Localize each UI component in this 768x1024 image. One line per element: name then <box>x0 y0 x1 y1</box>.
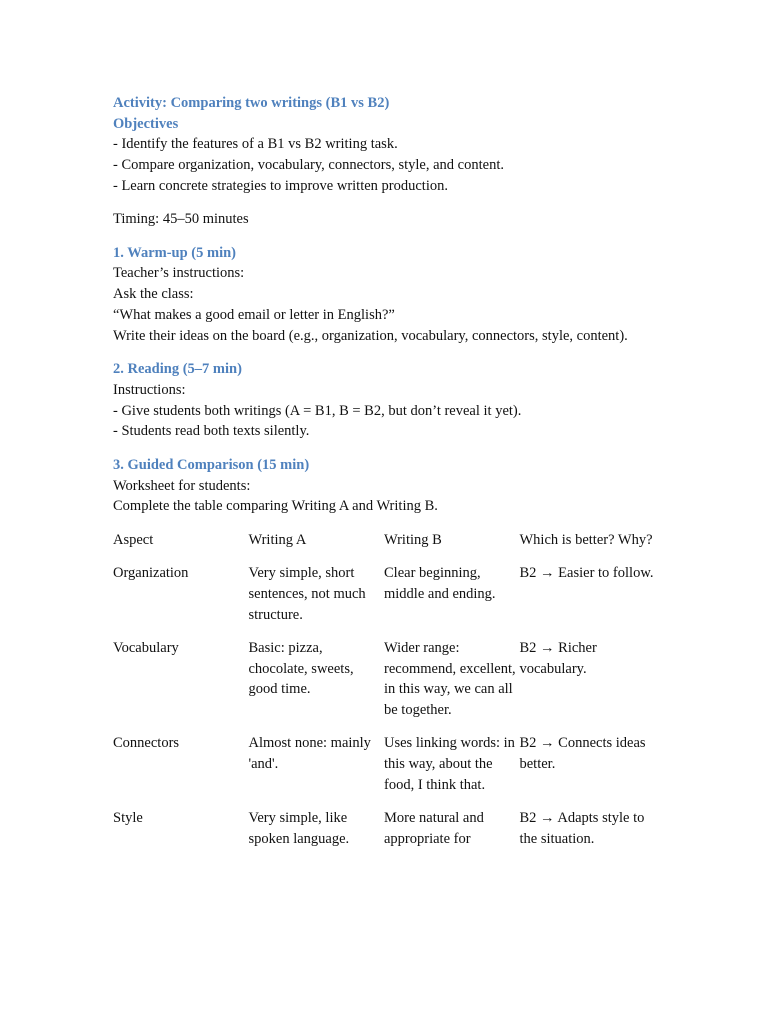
objective-item: - Compare organization, vocabulary, connectors, style, and content. <box>113 157 504 174</box>
objective-item: - Identify the features of a B1 vs B2 writing task. <box>113 136 398 153</box>
section-heading-warmup: 1. Warm-up (5 min) <box>113 244 236 261</box>
table-cell: B2 → Richer vocabulary. <box>519 639 597 677</box>
table-row <box>113 638 655 733</box>
table-cell: B2 → Easier to follow. <box>519 565 654 582</box>
table-header-row <box>113 530 655 563</box>
table-row <box>113 733 655 808</box>
document-body <box>113 93 733 862</box>
activity-title: Activity: Comparing two writings (B1 vs B2) <box>113 95 390 111</box>
section-heading-comparison: 3. Guided Comparison (15 min) <box>113 457 310 474</box>
table-cell: Vocabulary <box>113 639 179 656</box>
table-header-cell: Writing B <box>384 532 442 549</box>
objectives-heading: Objectives <box>113 115 179 132</box>
objective-item: - Learn concrete strategies to improve written production. <box>113 177 448 194</box>
section-line: Teacher’s instructions: <box>113 265 245 282</box>
section-line: Worksheet for students: <box>113 477 251 494</box>
table-row <box>113 563 655 638</box>
table-cell: Connectors <box>113 735 180 752</box>
table-cell: Very simple, like spoken language. <box>248 809 350 847</box>
section-heading-reading: 2. Reading (5–7 min) <box>113 361 242 378</box>
table-cell: Clear beginning, middle and ending. <box>384 565 496 603</box>
table-cell: Uses linking words: in this way, about the food, I think that. <box>384 735 515 793</box>
timing-text: Timing: 45–50 minutes <box>113 211 249 228</box>
table-header-cell: Which is better? Why? <box>519 532 653 549</box>
comparison-table <box>113 530 655 862</box>
section-line: - Students read both texts silently. <box>113 423 310 440</box>
table-cell: Organization <box>113 565 189 582</box>
table-cell: Basic: pizza, chocolate, sweets, good time. <box>248 639 354 698</box>
table-cell: Almost none: mainly 'and'. <box>248 735 371 772</box>
table-cell: Style <box>113 809 143 826</box>
section-line: Complete the table comparing Writing A and Writing B. <box>113 498 438 515</box>
table-cell: Wider range: recommend, excellent, in this way, we can all be together. <box>384 639 516 719</box>
section-line: Write their ideas on the board (e.g., organization, vocabulary, connectors, style, content). <box>113 327 628 344</box>
section-line: Ask the class: <box>113 286 194 303</box>
section-line: - Give students both writings (A = B1, B = B2, but don’t reveal it yet). <box>113 402 522 419</box>
table-header-cell: Writing A <box>248 532 307 549</box>
table-cell: More natural and appropriate for <box>384 809 484 847</box>
section-line: “What makes a good email or letter in English?” <box>113 306 395 323</box>
section-line: Instructions: <box>113 381 186 398</box>
table-cell: B2 → Adapts style to the situation. <box>519 809 645 847</box>
table-header-cell: Aspect <box>113 532 154 549</box>
table-cell: Very simple, short sentences, not much structure. <box>248 565 366 623</box>
table-row <box>113 808 655 862</box>
table-cell: B2 → Connects ideas better. <box>519 735 646 772</box>
